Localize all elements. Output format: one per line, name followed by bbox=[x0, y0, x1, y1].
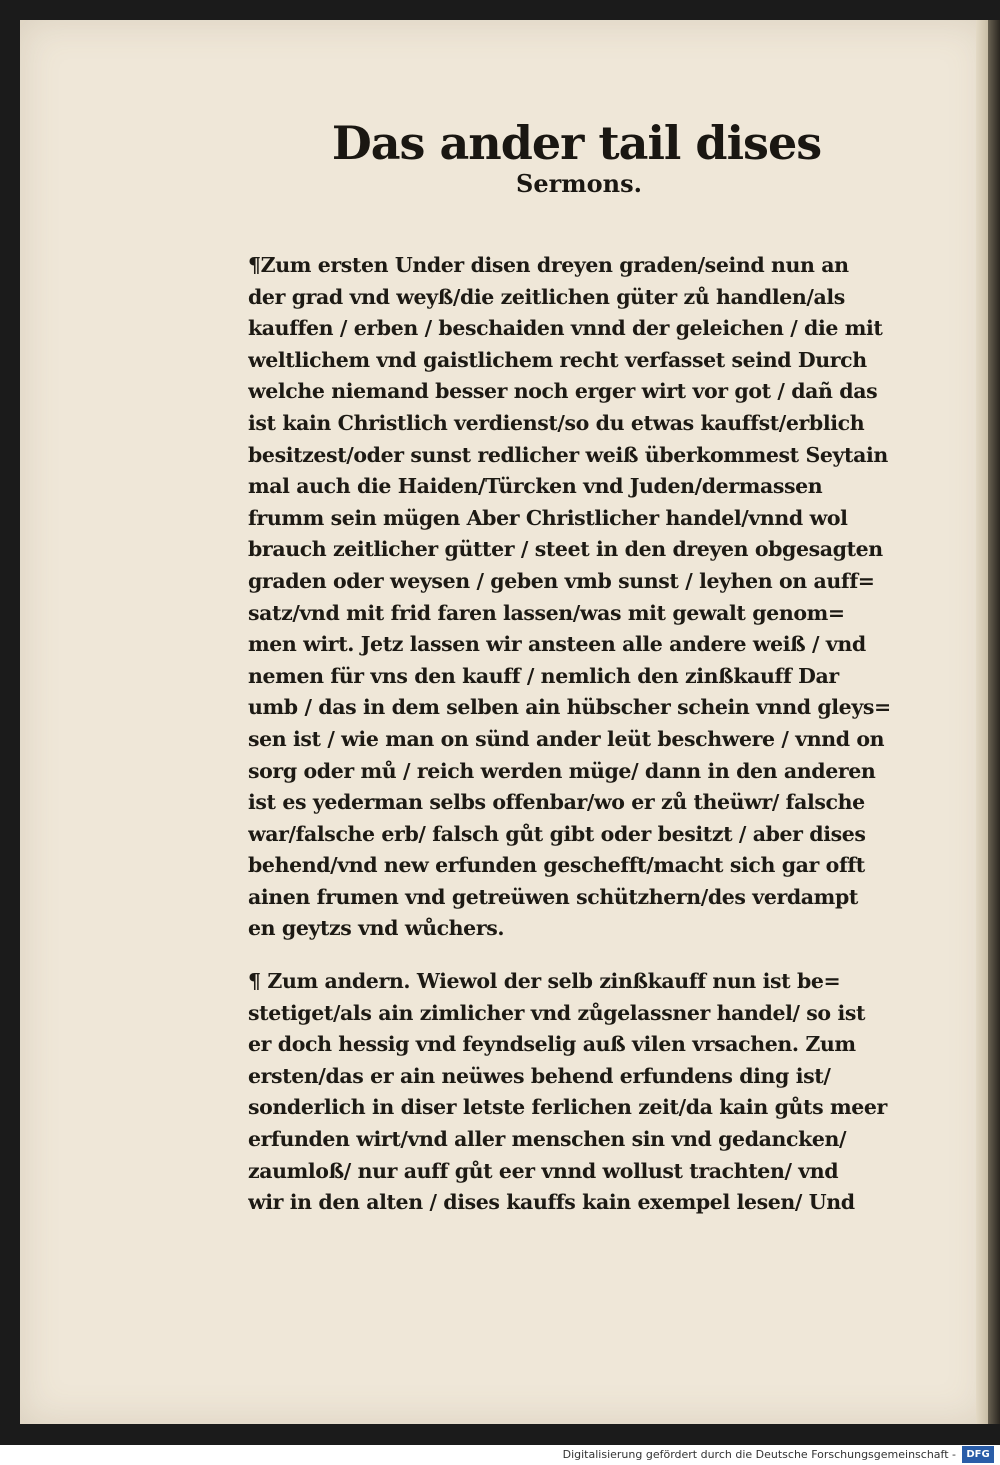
text-line: erfunden wirt/vnd aller menschen sin vnd gedancken/ bbox=[248, 1126, 847, 1151]
text-line: sorg oder mů / reich werden müge/ dann in den anderen bbox=[248, 758, 876, 783]
paragraph-1 bbox=[248, 250, 938, 945]
funding-credit: Digitalisierung gefördert durch die Deutsche Forschungsgemeinschaft - bbox=[562, 1448, 956, 1461]
text-line: nemen für vns den kauff / nemlich den zinßkauff Dar bbox=[248, 663, 839, 688]
text-line: ist kain Christlich verdienst/so du etwas kauffst/erblich bbox=[248, 410, 865, 435]
text-line: sonderlich in diser letste ferlichen zeit/da kain gůts meer bbox=[248, 1095, 887, 1120]
text-line: graden oder weysen / geben vmb sunst / leyhen on auff= bbox=[248, 568, 875, 593]
text-line: ist es yederman selbs offenbar/wo er zů theüwr/ falsche bbox=[248, 790, 865, 815]
text-line: ainen frumen vnd getreüwen schützhern/des verdampt bbox=[248, 884, 858, 909]
text-line: ¶ Zum andern. Wiewol der selb zinßkauff nun ist be= bbox=[248, 969, 841, 993]
footer-bar bbox=[0, 1445, 1000, 1465]
text-line: mal auch die Haiden/Türcken vnd Juden/dermassen bbox=[248, 474, 823, 499]
dfg-logo[interactable]: DFG bbox=[962, 1446, 994, 1463]
text-line: umb / das in dem selben ain hübscher schein vnnd gleys= bbox=[248, 695, 891, 720]
text-line: ersten/das er ain neüwes behend erfundens ding ist/ bbox=[248, 1063, 831, 1088]
text-line: welche niemand besser noch erger wirt vor got / dañ das bbox=[248, 379, 878, 404]
text-line: er doch hessig vnd feyndselig auß vilen vrsachen. Zum bbox=[248, 1032, 856, 1057]
text-line: behend/vnd new erfunden geschefft/macht sich gar offt bbox=[248, 853, 865, 878]
text-line: wir in den alten / dises kauffs kain exempel lesen/ Und bbox=[248, 1190, 855, 1215]
text-line: besitzest/oder sunst redlicher weiß überkommest Seytain bbox=[248, 442, 888, 467]
text-line: sen ist / wie man on sünd ander leüt beschwere / vnnd on bbox=[248, 726, 885, 751]
text-line: zaumloß/ nur auff gůt eer vnnd wollust trachten/ vnd bbox=[248, 1158, 839, 1183]
text-line: kauffen / erben / beschaiden vnnd der geleichen / die mit bbox=[248, 316, 883, 341]
text-line: ¶Zum ersten Under disen dreyen graden/seind nun an bbox=[248, 253, 849, 277]
text-line: der grad vnd weyß/die zeitlichen güter zů handlen/als bbox=[248, 284, 845, 309]
page-edge-shadow bbox=[976, 20, 988, 1424]
paragraph-2 bbox=[248, 966, 938, 1219]
text-line: en geytzs vnd wůchers. bbox=[248, 916, 505, 941]
text-line: brauch zeitlicher gütter / steet in den dreyen obgesagten bbox=[248, 537, 883, 562]
book-page bbox=[20, 20, 988, 1424]
text-line: war/falsche erb/ falsch gůt gibt oder besitzt / aber dises bbox=[248, 821, 866, 846]
text-line: weltlichem vnd gaistlichem recht verfasset seind Durch bbox=[248, 347, 867, 372]
text-line: satz/vnd mit frid faren lassen/was mit gewalt genom= bbox=[248, 600, 845, 625]
page-heading bbox=[20, 115, 988, 199]
page-subtitle: Sermons. bbox=[516, 169, 642, 198]
text-line: frumm sein mügen Aber Christlicher handel/vnnd wol bbox=[248, 505, 848, 530]
book-binding-edge bbox=[988, 20, 1000, 1424]
text-line: stetiget/als ain zimlicher vnd zůgelassner handel/ so ist bbox=[248, 1000, 866, 1025]
text-line: men wirt. Jetz lassen wir ansteen alle andere weiß / vnd bbox=[248, 632, 866, 657]
page-title: Das ander tail dises bbox=[331, 116, 822, 170]
